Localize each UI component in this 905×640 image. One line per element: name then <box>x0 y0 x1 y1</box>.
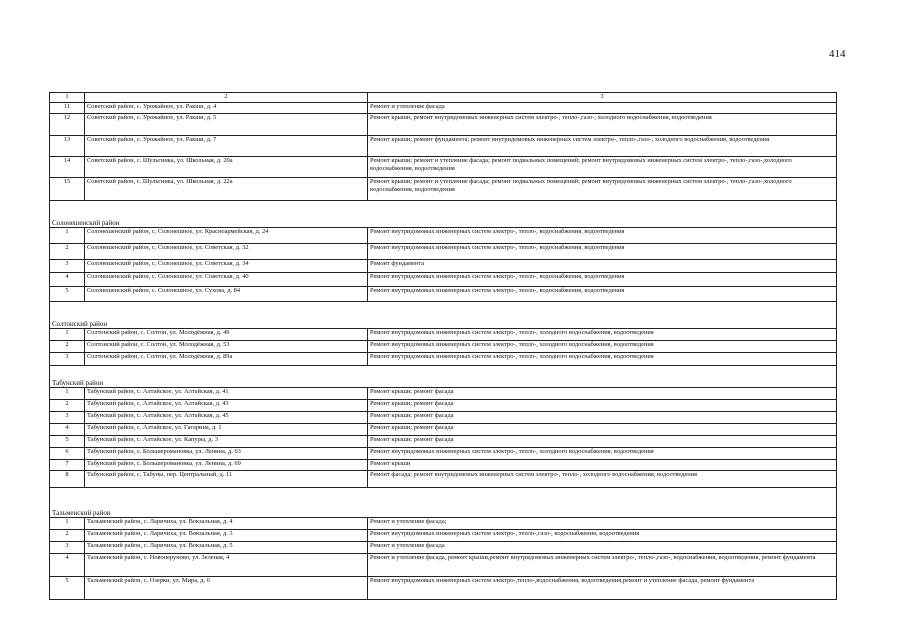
row-works: Ремонт крыши; ремонт фундамента; ремонт внутридомовых инженерных систем электро-, тепло-,газо-, холодного водоснабжения, водоотведения <box>368 136 837 157</box>
row-address: Солонешенский район, с. Солонешное, ул. Советская, д. 40 <box>85 273 368 287</box>
section-title: Солтонский район <box>52 320 108 328</box>
row-address: Тальменский район, с. Новоперуново, ул. Зеленая, 4 <box>85 554 368 577</box>
row-number: 5 <box>50 287 85 302</box>
row-works: Ремонт крыши; ремонт фасада <box>368 412 837 424</box>
row-address: Табунский район, с. Алтайское, ул. Алтайская, д. 41 <box>85 388 368 400</box>
row-number: 3 <box>50 542 85 554</box>
row-works: Ремонт внутридомовых инженерных систем электро-, тепло-, водоснабжения, водоотведения <box>368 273 837 287</box>
row-works: Ремонт фундамента <box>368 260 837 273</box>
table-row <box>50 260 837 273</box>
row-address: Солонешенский район, с. Солонешное, ул. Красноармейская, д. 24 <box>85 228 368 244</box>
row-address: Табунский район, с. Большеромановка, ул. Ленина, д. 63 <box>85 448 368 460</box>
row-address: Советский район, с. Шульгинка, ул. Школьная, д. 22а <box>85 178 368 201</box>
row-address: Советский район, с. Урожайное, ул. Ракши, д. 7 <box>85 136 368 157</box>
row-works: Ремонт крыши; ремонт и утепление фасада; ремонт подвальных помещений; ремонт внутридомовых инженерных систем электро-, тепло-,газо-,холодного водоснабжения, водоотведения <box>368 178 837 201</box>
row-address: Тальменский район, с. Ларичиха, ул. Вокзальная, д. 5 <box>85 542 368 554</box>
header-col-1: 1 <box>50 93 85 103</box>
row-works: Ремонт и утепление фасада, ремонт крыши,ремонт внутридомовых инженерных систем электро-, тепло-,газо-, водоснабжения, водоотведения, ремонт фундамента <box>368 554 837 577</box>
row-number: 14 <box>50 157 85 178</box>
repair-list-table <box>49 92 837 600</box>
row-works: Ремонт внутридомовых инженерных систем электро-, тепло-, холодного водоснабжения, водоотведения <box>368 341 837 353</box>
row-address: Солтонский район, с. Солтон, ул. Молодёжная, д. 49 <box>85 329 368 341</box>
row-number: 2 <box>50 530 85 542</box>
row-address: Табунский район, с. Алтайское, ул. Капуры, д. 3 <box>85 436 368 448</box>
table-row <box>50 436 837 448</box>
row-works: Ремонт крыши <box>368 460 837 471</box>
row-number: 1 <box>50 388 85 400</box>
section-title: Солонешенский район <box>52 219 120 227</box>
row-number: 1 <box>50 228 85 244</box>
row-works: Ремонт крыши; ремонт фасада <box>368 388 837 400</box>
section-header-row <box>50 488 837 518</box>
row-address: Тальменский район, с. Ларичиха, ул. Вокзальная, д. 3 <box>85 530 368 542</box>
row-number: 2 <box>50 400 85 412</box>
row-address: Табунский район, с. Табуны, пер. Центральный, д. 11 <box>85 471 368 488</box>
table-row <box>50 577 837 600</box>
row-address: Табунский район, с. Алтайское, ул. Гагарина, д. 1 <box>85 424 368 436</box>
row-works: Ремонт внутридомовых инженерных систем электро-, тепло-, холодного водоснабжения, водоотведения <box>368 353 837 366</box>
row-works: Ремонт внутридомовых инженерных систем электро-,тепло-,водоснабжения, водоотведения,ремонт и утепление фасада, ремонт фундамента <box>368 577 837 600</box>
table-row <box>50 273 837 287</box>
row-works: Ремонт внутридомовых инженерных систем электро-, тепло-, холодного водоснабжения, водоотведения <box>368 448 837 460</box>
row-works: Ремонт крыши; ремонт фасада <box>368 436 837 448</box>
row-works: Ремонт и утепление фасада <box>368 542 837 554</box>
table-row <box>50 329 837 341</box>
table-row <box>50 471 837 488</box>
row-number: 15 <box>50 178 85 201</box>
row-works: Ремонт крыши, ремонт внутридомовых инженерных систем электро-, тепло-,газо-, холодного водоснабжения, водоотведения <box>368 114 837 136</box>
row-works: Ремонт внутридомовых инженерных систем электро-, тепло-, водоснабжения, водоотведения <box>368 244 837 260</box>
row-number: 3 <box>50 412 85 424</box>
table-row <box>50 460 837 471</box>
table-row <box>50 353 837 366</box>
table-row <box>50 178 837 201</box>
row-works: Ремонт крыши; ремонт и утепление фасада; ремонт подвальных помещений; ремонт внутридомовых инженерных систем электро-, тепло-,газо-,холодного водоснабжения, водоотведения <box>368 157 837 178</box>
page-number: 414 <box>829 48 846 60</box>
table-row <box>50 388 837 400</box>
table-row <box>50 448 837 460</box>
section-title-cell <box>50 488 837 518</box>
section-header-row <box>50 302 837 329</box>
row-address: Тальменский район, с. Озерки, ул. Мира, д. 6 <box>85 577 368 600</box>
row-address: Солонешенский район, с. Солонешное, ул. Сухова, д. 84 <box>85 287 368 302</box>
row-address: Солонешенский район, с. Солонешное, ул. Советская, д. 32 <box>85 244 368 260</box>
row-address: Солонешенский район, с. Солонешное, ул. Советская, д. 34 <box>85 260 368 273</box>
section-title-cell <box>50 366 837 388</box>
row-number: 2 <box>50 341 85 353</box>
section-title-cell <box>50 201 837 228</box>
row-number: 6 <box>50 448 85 460</box>
row-works: Ремонт внутридомовых инженерных систем электро-, тепло-, холодного водоснабжения, водоотведения <box>368 329 837 341</box>
row-number: 1 <box>50 329 85 341</box>
row-works: Ремонт внутридомовых инженерных систем электро-, тепло-,газо-, водоснабжения, водоотведения <box>368 530 837 542</box>
row-address: Солтонский район, с. Солтон, ул. Молодёжная, д. 53 <box>85 341 368 353</box>
row-number: 5 <box>50 436 85 448</box>
row-address: Советский район, с. Урожайное, ул. Ракши, д. 4 <box>85 103 368 114</box>
row-number: 4 <box>50 424 85 436</box>
table-row <box>50 400 837 412</box>
table-row <box>50 228 837 244</box>
row-works: Ремонт крыши; ремонт фасада <box>368 424 837 436</box>
header-col-3: 3 <box>368 93 837 103</box>
table-row <box>50 424 837 436</box>
row-works: Ремонт внутридомовых инженерных систем электро-, тепло-, водоснабжения, водоотведения <box>368 228 837 244</box>
table-row <box>50 244 837 260</box>
row-works: Ремонт и утепление фасада <box>368 103 837 114</box>
row-address: Советский район, с. Урожайное, ул. Ракши, д. 5 <box>85 114 368 136</box>
table-row <box>50 287 837 302</box>
table-row <box>50 157 837 178</box>
row-works: Ремонт внутридомовых инженерных систем электро-, тепло-, водоснабжения, водоотведения <box>368 287 837 302</box>
row-number: 2 <box>50 244 85 260</box>
row-address: Советский район, с. Шульгинка, ул. Школьная, д. 20а <box>85 157 368 178</box>
row-address: Тальменский район, с. Ларичиха, ул. Вокзальная, д. 4 <box>85 518 368 530</box>
section-title: Табунский район <box>52 379 104 387</box>
row-works: Ремонт и утепление фасада; <box>368 518 837 530</box>
table-row <box>50 530 837 542</box>
row-address: Табунский район, с. Алтайское, ул. Алтайская, д. 45 <box>85 412 368 424</box>
table-row <box>50 103 837 114</box>
row-works: Ремонт фасада; ремонт внутридомовых инженерных систем электро-, тепло-, холодного водоснабжения, водоотведения <box>368 471 837 488</box>
table-header-row <box>50 93 837 103</box>
row-address: Солтонский район, с. Солтон, ул. Молодёжная, д. 89а <box>85 353 368 366</box>
row-number: 4 <box>50 273 85 287</box>
section-header-row <box>50 366 837 388</box>
row-address: Табунский район, с. Большеромановка, ул. Ленина, д. 69 <box>85 460 368 471</box>
row-number: 5 <box>50 577 85 600</box>
row-number: 8 <box>50 471 85 488</box>
table-row <box>50 136 837 157</box>
section-header-row <box>50 201 837 228</box>
row-number: 11 <box>50 103 85 114</box>
header-col-2: 2 <box>85 93 368 103</box>
section-title: Тальменский район <box>52 509 111 517</box>
table-row <box>50 412 837 424</box>
row-number: 3 <box>50 353 85 366</box>
table-row <box>50 114 837 136</box>
table-row <box>50 542 837 554</box>
row-number: 4 <box>50 554 85 577</box>
row-works: Ремонт крыши; ремонт фасада <box>368 400 837 412</box>
row-number: 7 <box>50 460 85 471</box>
row-number: 13 <box>50 136 85 157</box>
row-number: 12 <box>50 114 85 136</box>
table-row <box>50 341 837 353</box>
section-title-cell <box>50 302 837 329</box>
table-row <box>50 518 837 530</box>
row-number: 3 <box>50 260 85 273</box>
table-row <box>50 554 837 577</box>
row-address: Табунский район, с. Алтайское, ул. Алтайская, д. 43 <box>85 400 368 412</box>
row-number: 1 <box>50 518 85 530</box>
